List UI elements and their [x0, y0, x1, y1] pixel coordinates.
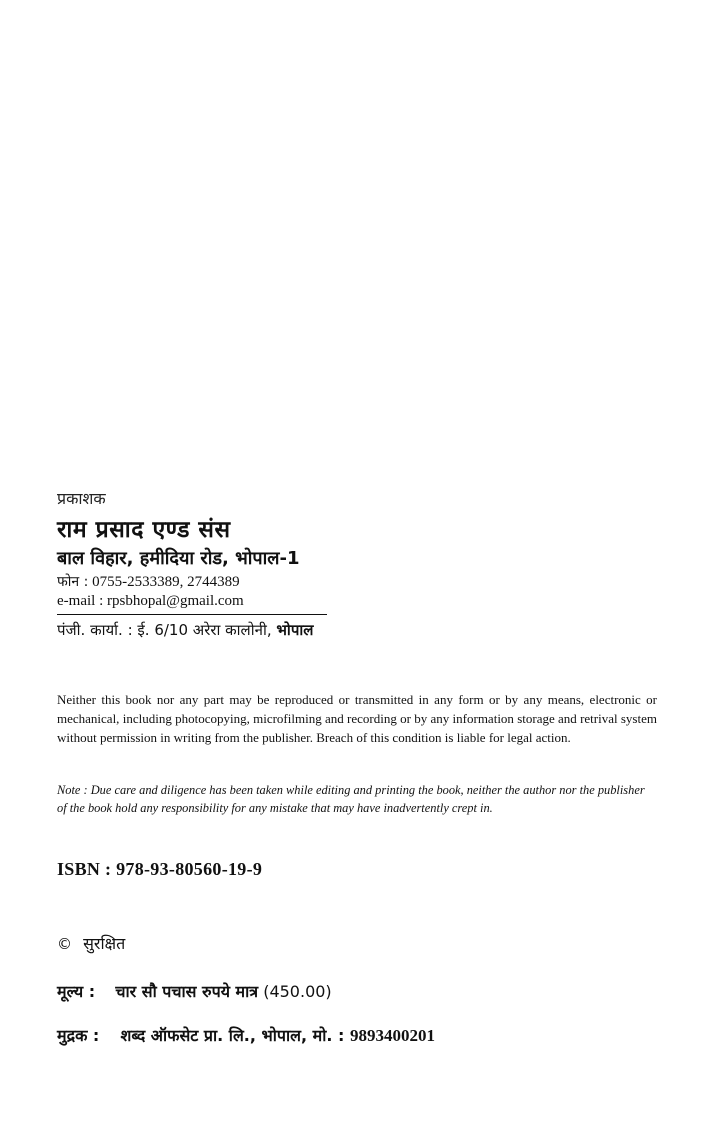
- rights-text: सुरक्षित: [83, 934, 126, 953]
- publisher-address: बाल विहार, हमीदिया रोड, भोपाल-1: [57, 548, 300, 569]
- registered-office-address: पंजी. कार्या. : ई. 6/10 अरेरा कालोनी,: [57, 621, 272, 639]
- registered-office-city: भोपाल: [276, 621, 314, 639]
- price-in-words: चार सौ पचास रुपये मात्र: [115, 982, 259, 1001]
- price: [57, 980, 332, 1002]
- publisher-email: e-mail : rpsbhopal@gmail.com: [57, 593, 244, 609]
- price-amount: (450.00): [263, 982, 332, 1001]
- publisher-phone: [57, 572, 240, 591]
- phone-numbers: 0755-2533389, 2744389: [92, 574, 240, 590]
- printer-mobile: 9893400201: [350, 1026, 435, 1045]
- divider-rule: [57, 614, 327, 615]
- copyright-notice: Neither this book nor any part may be reproduced or transmitted in any form or by any means, electronic or mechanical, including photocopying, microfilming and recording or by any information storage and retrival system without permission in writing from the publisher. Breach of this condition is liable for legal action.: [57, 692, 657, 745]
- price-label: मूल्य :: [57, 982, 96, 1001]
- printer: [57, 1024, 435, 1046]
- printer-label: मुद्रक :: [57, 1026, 100, 1045]
- phone-label: फोन :: [57, 574, 89, 590]
- rights-reserved: [57, 932, 125, 954]
- copyright-icon: ©: [57, 935, 72, 953]
- registered-office: [57, 620, 313, 640]
- publisher-label: प्रकाशक: [57, 489, 106, 508]
- isbn: ISBN : 978-93-80560-19-9: [57, 859, 263, 879]
- disclaimer-note: Note : Due care and diligence has been taken while editing and printing the book, neither the author nor the publisher of the book hold any responsibility for any mistake that may have inadvertently crept in.: [57, 783, 645, 815]
- printer-name: शब्द ऑफसेट प्रा. लि., भोपाल, मो. :: [120, 1026, 345, 1045]
- publisher-name: राम प्रसाद एण्ड संस: [57, 517, 231, 543]
